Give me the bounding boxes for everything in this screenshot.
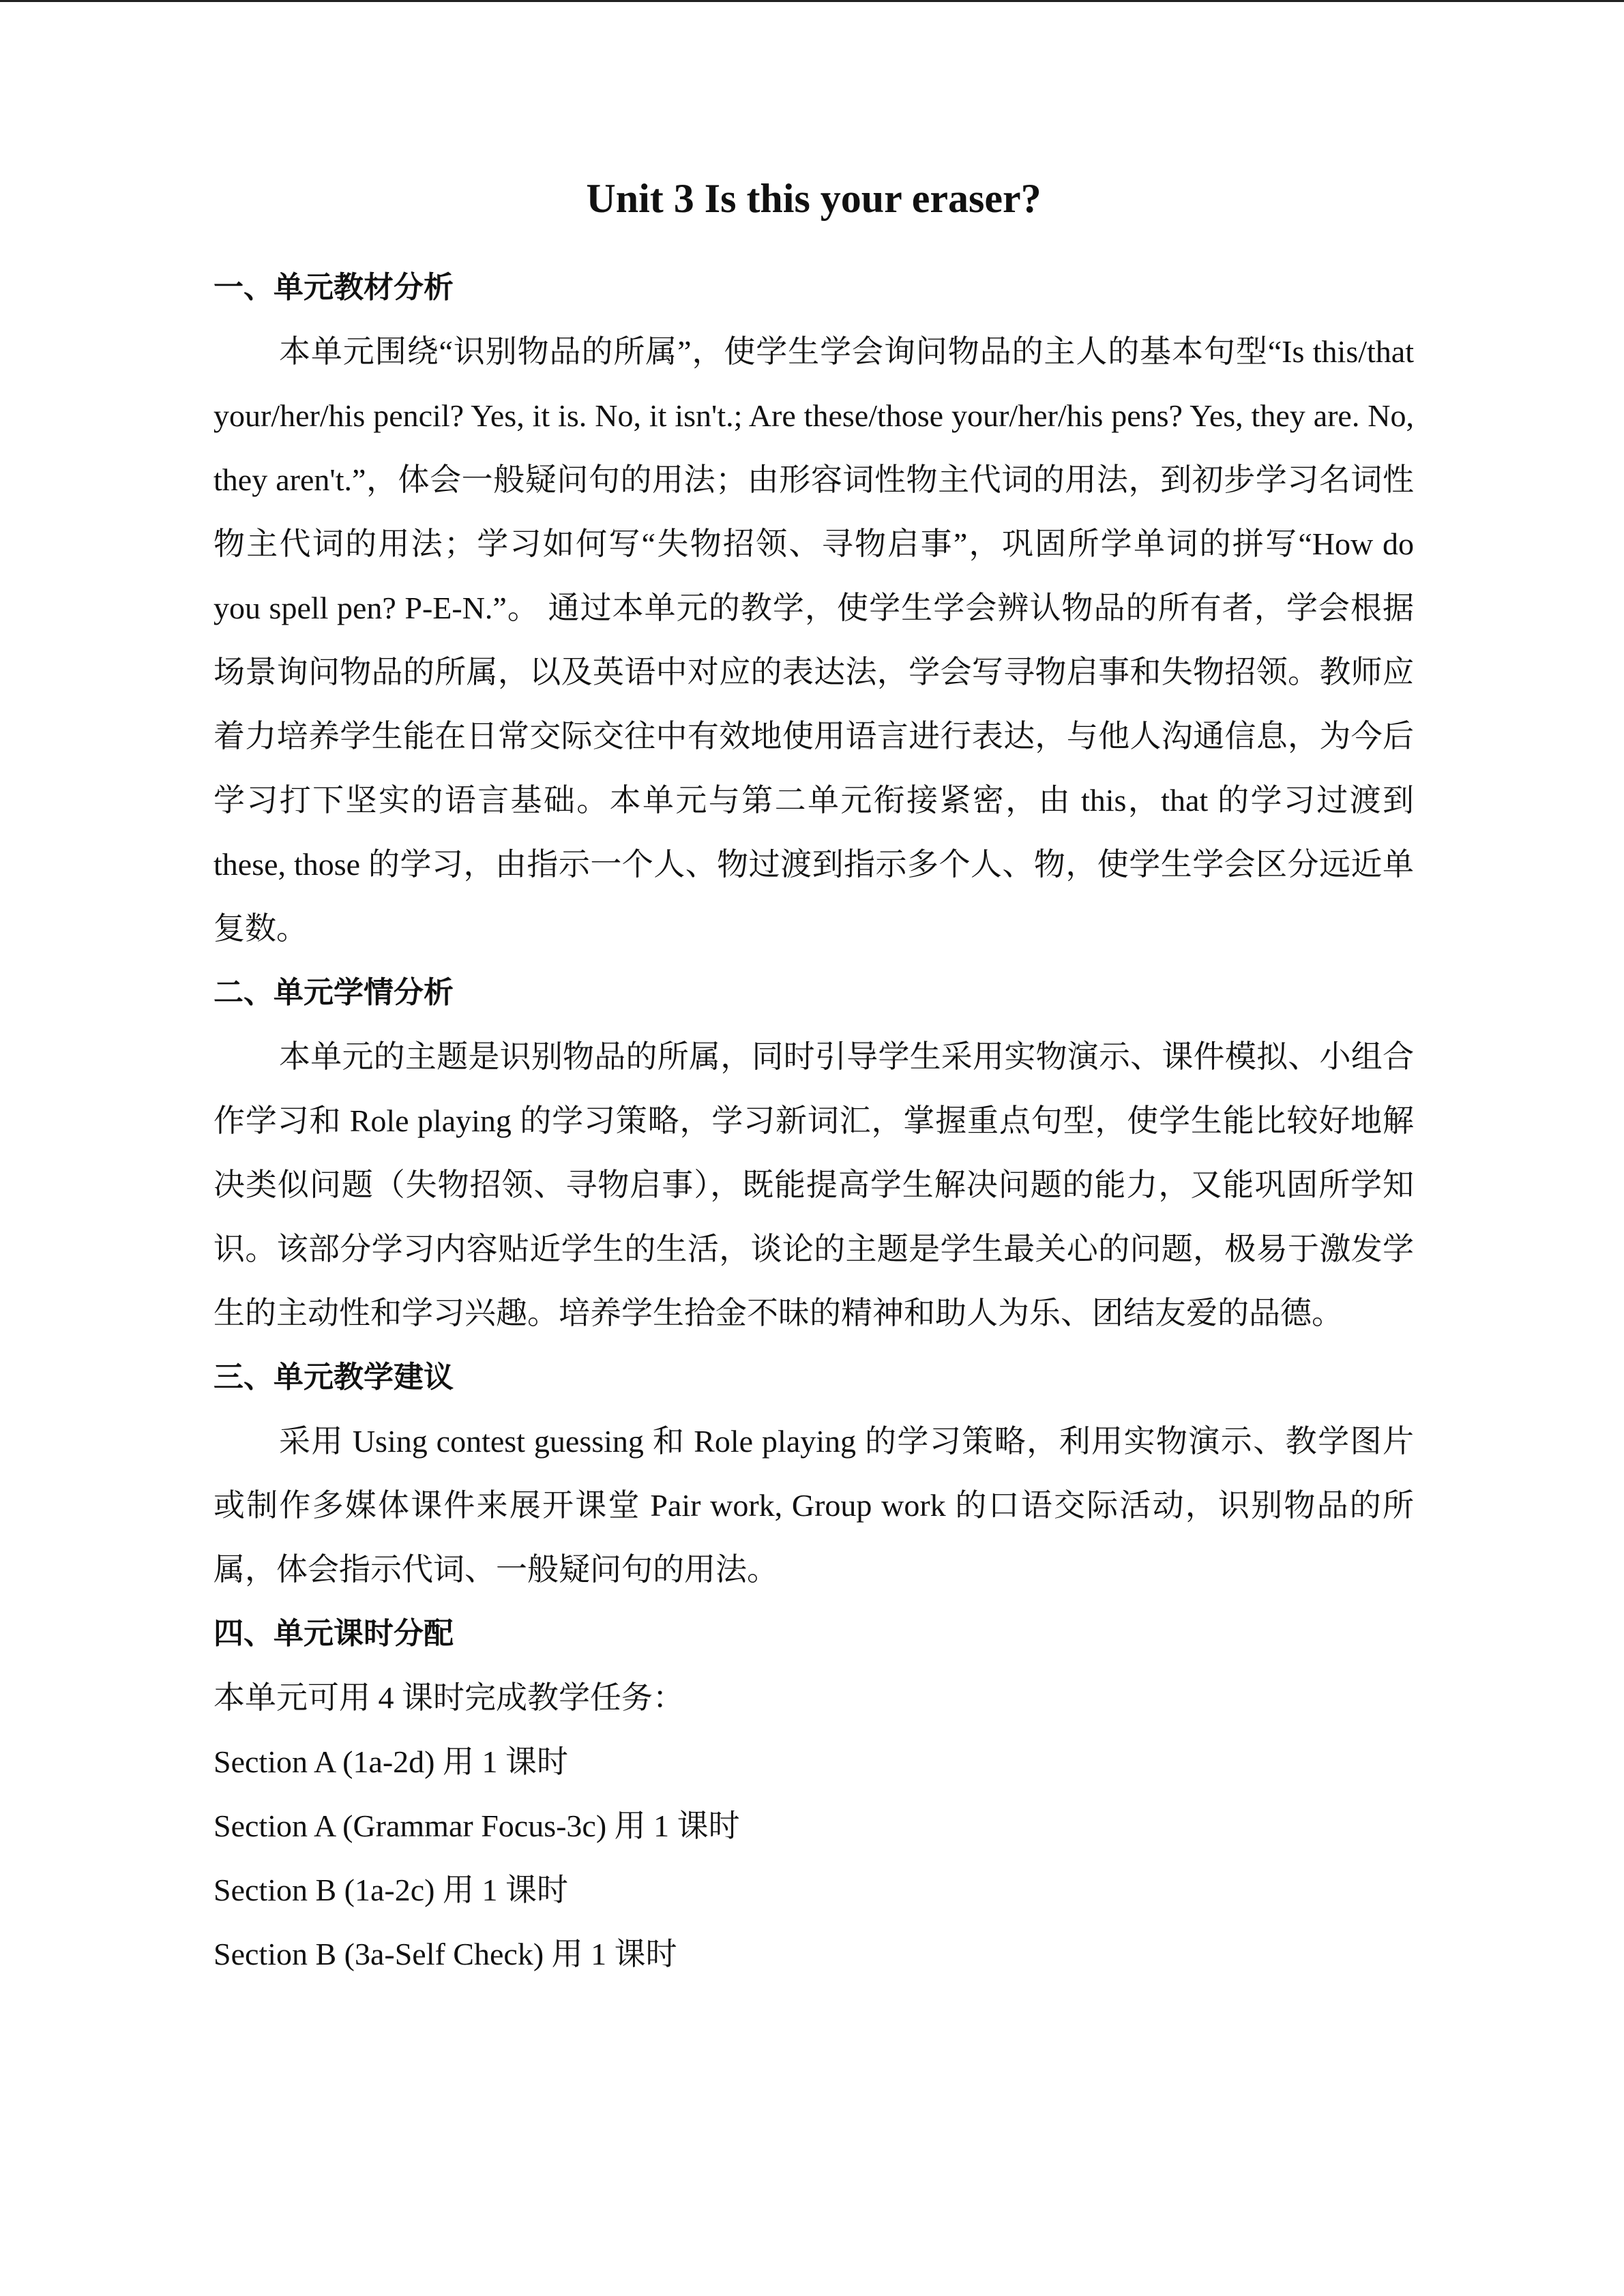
section-paragraph-student-analysis: 本单元的主题是识别物品的所属，同时引导学生采用实物演示、课件模拟、小组合作学习和 Role playing 的学习策略，学习新词汇，掌握重点句型，使学生能比较好地解决类似问题（失物招领、寻物启事），既能提高学生解决问题的能力，又能巩固所学知识。该部分学习内容贴近学生的生活，谈论的主题是学生最关心的问题，极易于激发学生的主动性和学习兴趣。培养学生拾金不昧的精神和助人为乐、团结友爱的品德。 <box>213 1039 1414 1330</box>
lesson-allocation-item: Section A (Grammar Focus-3c) 用 1 课时 <box>213 1808 740 1843</box>
section-paragraph-teaching-suggestions: 采用 Using contest guessing 和 Role playing 的学习策略，利用实物演示、教学图片或制作多媒体课件来展开课堂 Pair work, Group work 的口语交际活动，识别物品的所属，体会指示代词、一般疑问句的用法。 <box>213 1424 1414 1587</box>
section-heading-textbook-analysis: 一、单元教材分析 <box>213 270 454 305</box>
document-body <box>213 166 1414 1986</box>
lesson-allocation-item: Section A (1a-2d) 用 1 课时 <box>213 1744 568 1779</box>
lesson-allocation-item: Section B (3a-Self Check) 用 1 课时 <box>213 1937 677 1971</box>
document-title: Unit 3 Is this your eraser? <box>586 176 1042 221</box>
lesson-allocation-item: Section B (1a-2c) 用 1 课时 <box>213 1873 568 1907</box>
section-heading-lesson-allocation: 四、单元课时分配 <box>213 1616 454 1651</box>
section-paragraph-textbook-analysis: 本单元围绕“识别物品的所属”，使学生学会询问物品的主人的基本句型“Is this/that your/her/his pencil? Yes, it is. No, it isn't.; Are these/those your/her/his pens? Yes, they are. No, they aren't.”，体会一般疑问句的用法；由形容词性物主代词的用法，到初步学习名词性物主代词的用法；学习如何写“失物招领、寻物启事”，巩固所学单词的拼写“How do you spell pen? P-E-N.”。 通过本单元的教学，使学生学会辨认物品的所有者，学会根据场景询问物品的所属，以及英语中对应的表达法，学会写寻物启事和失物招领。教师应着力培养学生能在日常交际交往中有效地使用语言进行表达，与他人沟通信息，为今后学习打下坚实的语言基础。本单元与第二单元衔接紧密，由 this，that 的学习过渡到 these, those 的学习，由指示一个人、物过渡到指示多个人、物，使学生学会区分远近单复数。 <box>213 334 1414 946</box>
lesson-allocation-intro: 本单元可用 4 课时完成教学任务： <box>213 1680 684 1715</box>
section-heading-student-analysis: 二、单元学情分析 <box>213 975 454 1010</box>
section-heading-teaching-suggestions: 三、单元教学建议 <box>213 1360 454 1395</box>
